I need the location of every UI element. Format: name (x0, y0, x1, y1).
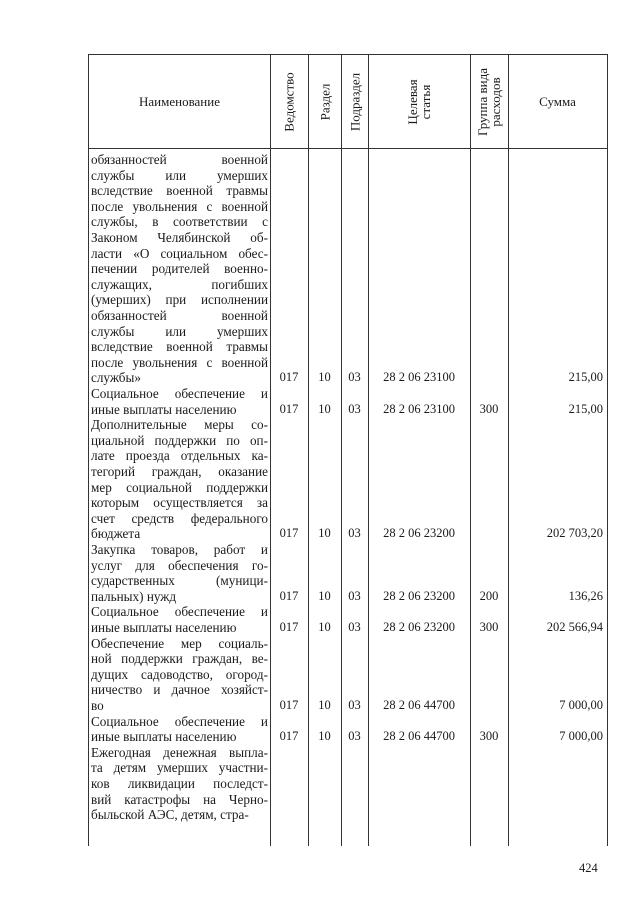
row-name-line: лате проезда отдельных ка- (91, 448, 268, 464)
row-name-line: которым осуществляется за (91, 495, 268, 511)
row-cel-cell: 28 2 06 23100 (383, 401, 455, 416)
row-cel-cell: 28 2 06 44700 (383, 698, 455, 712)
row-cel-cell: 28 2 06 44700 (383, 729, 455, 744)
row-podr-cell: 03 (348, 698, 361, 712)
column-divider (270, 55, 271, 846)
row-name-line: иные выплаты населению (91, 401, 237, 417)
header-celevaya-line-1: Целевая (405, 78, 420, 125)
header-name (89, 55, 270, 148)
row-vid-cell: 300 (479, 729, 499, 744)
column-divider (341, 55, 342, 846)
row-name-line: иные выплаты населению (91, 729, 237, 745)
row-sum-cell: 7 000,00 (559, 729, 603, 744)
row-name-line: услуг для обеспечения го- (91, 557, 268, 573)
row-sum-cell: 202 703,20 (546, 526, 603, 541)
header-vedomstvo-label: Ведомство (281, 71, 297, 132)
row-razd-cell: 10 (318, 620, 331, 634)
row-name-line: ничество и дачное хозяйст- (91, 682, 268, 698)
row-podr-cell: 03 (348, 526, 361, 541)
header-gruppa-label (476, 68, 502, 136)
row-ved-cell: 017 (279, 620, 299, 634)
row-name-line: иные выплаты населению (91, 619, 237, 635)
row-cel-cell: 28 2 06 23200 (383, 588, 455, 603)
row-name-line: Дополнительные меры со- (91, 417, 268, 433)
row-name-line: вследствие военной травмы (91, 339, 268, 355)
header-razdel-label: Раздел (317, 83, 332, 120)
row-name-line: (умерших) при исполнении (91, 292, 268, 308)
row-razd-cell: 10 (318, 526, 331, 541)
column-divider (470, 55, 471, 846)
row-name-line: службы, в соответствии с (91, 214, 268, 230)
row-razd-cell: 10 (318, 370, 331, 385)
header-podrazdel-label: Подраздел (347, 72, 362, 131)
row-name-line: после увольнения с военной (91, 354, 268, 370)
row-name (91, 604, 268, 635)
row-sum-cell: 7 000,00 (559, 698, 603, 712)
header-divider (89, 148, 607, 149)
row-vid-cell: 300 (479, 620, 499, 634)
row-name (91, 542, 268, 604)
row-ved-cell: 017 (279, 401, 299, 416)
header-summa-label: Сумма (539, 93, 576, 109)
row-cel-cell: 28 2 06 23200 (383, 526, 455, 541)
row-name-line: ласти «О социальном обес- (91, 245, 268, 261)
row-name-line: Социальное обеспечение и (91, 386, 268, 401)
row-name-line: печении родителей военно- (91, 261, 268, 277)
row-name-line: обязанностей военной (91, 152, 268, 167)
row-cel-cell: 28 2 06 23100 (383, 370, 455, 385)
header-celevaya-label (406, 79, 432, 124)
row-name (91, 152, 268, 386)
row-name-line: счет средств федерального (91, 510, 268, 526)
row-name-line: мер социальной поддержки (91, 479, 268, 495)
row-name-line: Социальное обеспечение и (91, 713, 268, 729)
row-name-line: сударственных (муници- (91, 573, 268, 589)
row-razd-cell: 10 (318, 588, 331, 603)
row-name (91, 745, 268, 823)
row-ved-cell: 017 (279, 526, 299, 541)
header-vedomstvo (270, 55, 308, 148)
row-name-line: циальной поддержки по оп- (91, 432, 268, 448)
row-ved-cell: 017 (279, 729, 299, 744)
row-razd-cell: 10 (318, 698, 331, 712)
row-name-line: службы или умерших (91, 323, 268, 339)
row-sum-cell: 215,00 (568, 370, 603, 385)
header-celevaya-line-2: статья (418, 84, 433, 119)
row-name-line: Законом Челябинской об- (91, 229, 268, 245)
header-celevaya-statya (368, 55, 470, 148)
column-divider (508, 55, 509, 846)
row-name-line: служащих, погибших (91, 276, 268, 292)
row-name-line: службы или умерших (91, 167, 268, 183)
header-summa (508, 55, 607, 148)
row-name (91, 636, 268, 714)
row-name-line: бюджета (91, 526, 141, 542)
row-name-line: ной поддержки граждан, ве- (91, 651, 268, 667)
row-name-line: вий катастрофы на Черно- (91, 791, 268, 807)
row-name (91, 417, 268, 542)
row-name-line: службы» (91, 370, 141, 386)
header-gruppa-vida (470, 55, 508, 148)
header-podrazdel (341, 55, 368, 148)
column-divider (368, 55, 369, 846)
row-podr-cell: 03 (348, 401, 361, 416)
row-name-line: та детям умерших участни- (91, 760, 268, 776)
row-name-line: Социальное обеспечение и (91, 604, 268, 620)
row-podr-cell: 03 (348, 370, 361, 385)
page-number: 424 (579, 861, 598, 875)
row-name-line: тегорий граждан, оказание (91, 463, 268, 479)
budget-table (88, 54, 608, 846)
row-name-line: быльской АЭС, детям, стра- (91, 807, 249, 823)
row-razd-cell: 10 (318, 401, 331, 416)
row-name (91, 386, 268, 417)
row-podr-cell: 03 (348, 620, 361, 634)
row-name-line: пальных) нужд (91, 588, 177, 604)
header-razdel (308, 55, 341, 148)
row-name-line: Обеспечение мер социаль- (91, 635, 268, 651)
row-podr-cell: 03 (348, 588, 361, 603)
row-name-line: во (91, 697, 104, 713)
row-sum-cell: 215,00 (568, 401, 603, 416)
row-vid-cell: 300 (479, 401, 499, 416)
header-gruppa-line-2: расходов (488, 76, 503, 127)
row-name (91, 714, 268, 745)
row-name-line: после увольнения с военной (91, 198, 268, 214)
header-gruppa-line-1: Группа вида (475, 67, 490, 136)
row-name-line: Закупка товаров, работ и (91, 542, 268, 557)
row-ved-cell: 017 (279, 698, 299, 712)
row-name-line: вследствие военной травмы (91, 183, 268, 199)
header-name-label: Наименование (139, 93, 220, 109)
row-ved-cell: 017 (279, 588, 299, 603)
row-podr-cell: 03 (348, 729, 361, 744)
row-cel-cell: 28 2 06 23200 (383, 620, 455, 634)
row-name-line: дущих садоводство, огород- (91, 666, 268, 682)
row-name-line: Ежегодная денежная выпла- (91, 744, 268, 760)
row-name-line: ков ликвидации последст- (91, 775, 268, 791)
column-divider (308, 55, 309, 846)
row-sum-cell: 136,26 (568, 588, 603, 603)
row-name-line: обязанностей военной (91, 307, 268, 323)
row-ved-cell: 017 (279, 370, 299, 385)
row-razd-cell: 10 (318, 729, 331, 744)
row-vid-cell: 200 (479, 588, 499, 603)
row-sum-cell: 202 566,94 (546, 620, 603, 634)
